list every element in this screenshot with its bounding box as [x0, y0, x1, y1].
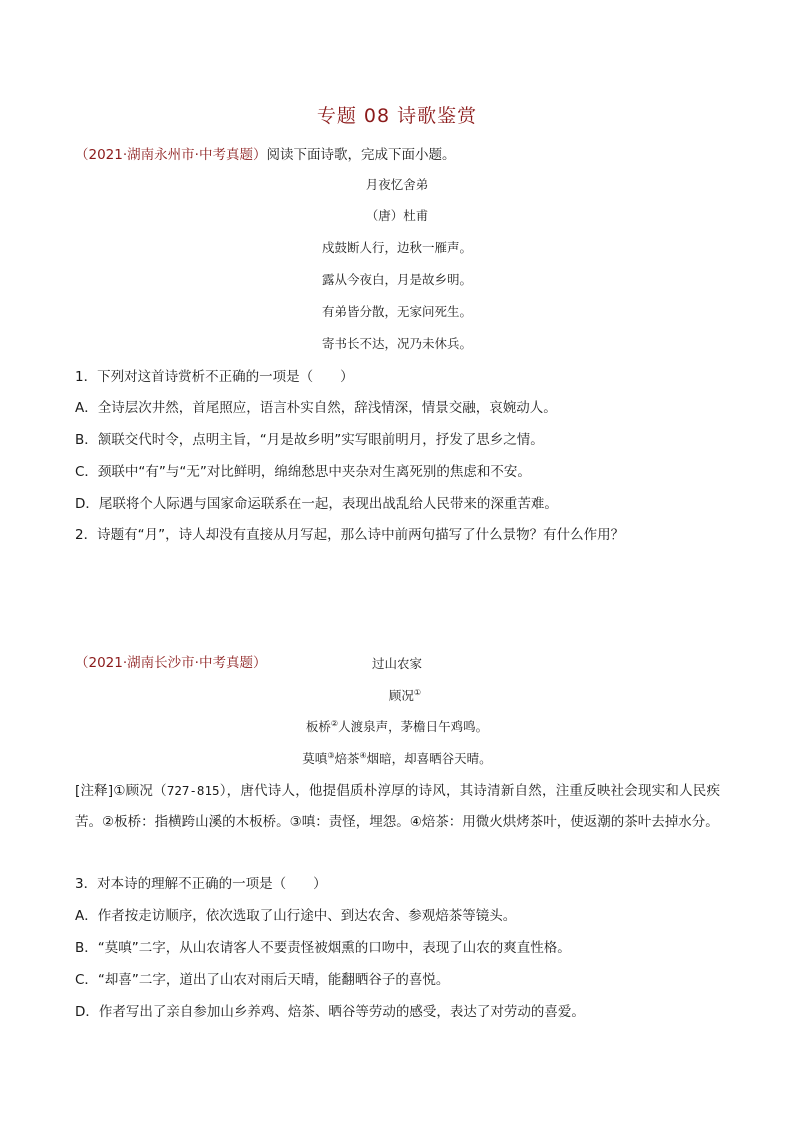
- poem2-author: [8, 684, 794, 705]
- q3-option-d: D．作者写出了亲自参加山乡养鸡、焙茶、晒谷等劳动的感受，表达了对劳动的喜爱。: [75, 1004, 585, 1020]
- poem1-line: 寄书长不达，况乃未休兵。: [321, 336, 472, 351]
- section1-source: （2021·湖南永州市·中考真题）: [75, 147, 267, 163]
- poem1-title: 月夜忆舍弟: [365, 177, 429, 192]
- question-3: 3．对本诗的理解不正确的一项是（ ）: [75, 876, 327, 892]
- note-years: 727-815: [166, 783, 220, 798]
- poem1-line: 戍鼓断人行，边秋一雁声。: [321, 240, 472, 255]
- poem2-author-name: 顾况: [388, 688, 414, 704]
- poem2-title: 过山农家: [371, 656, 422, 671]
- q1-option-c: C．颈联中“有”与“无”对比鲜明，绵绵愁思中夹杂对生离死别的焦虑和不安。: [75, 464, 531, 480]
- q1-option-d: D．尾联将个人际遇与国家命运联系在一起，表现出战乱给人民带来的深重苦难。: [75, 496, 558, 512]
- q3-option-c: C．“却喜”二字，道出了山农对雨后天晴，能翻晒谷子的喜悦。: [75, 972, 450, 988]
- footnote-marker: ②: [330, 719, 339, 728]
- question-2: 2．诗题有“月”，诗人却没有直接从月写起，那么诗中前两句描写了什么景物？有什么作用？: [75, 527, 625, 543]
- footnote-marker: ①: [413, 688, 422, 697]
- q3-option-b: B．“莫嗔”二字，从山农请客人不要责怪被烟熏的口吻中，表现了山农的爽直性格。: [75, 940, 571, 956]
- q1-option-a: A．全诗层次井然，首尾照应，语言朴实自然，辞浅情深，情景交融，哀婉动人。: [75, 400, 557, 416]
- poem1-line: 有弟皆分散，无家问死生。: [321, 304, 472, 319]
- q3-option-a: A．作者按走访顺序，依次选取了山行途中、到达农舍、参观焙茶等镜头。: [75, 908, 517, 924]
- poem2-line: 莫嗔③焙茶④烟暗，却喜晒谷天晴。: [302, 751, 492, 767]
- question-1: 1．下列对这首诗赏析不正确的一项是（ ）: [75, 369, 354, 385]
- poem2-line: 板桥②人渡泉声，茅檐日午鸡鸣。: [305, 719, 489, 735]
- footnote-marker: ③: [327, 751, 335, 760]
- q1-option-b: B．颔联交代时令，点明主旨，“月是故乡明”实写眼前明月，抒发了思乡之情。: [75, 432, 544, 448]
- poem1-line: 露从今夜白，月是故乡明。: [321, 272, 472, 287]
- footnote-marker: ④: [359, 751, 367, 760]
- poem2-notes: [注释]①顾况（727-815），唐代诗人，他提倡质朴淳厚的诗风，其诗清新自然，注重反映社会现实和人民疾苦。②板桥：指横跨山溪的木板桥。③嗔：责怪，埋怨。④焙茶：用微火烘烤茶叶，使返潮的茶叶去掉水分。: [75, 783, 720, 830]
- section2-source: （2021·湖南长沙市·中考真题）: [75, 655, 267, 671]
- page-title: 专题 08 诗歌鉴赏: [316, 105, 478, 127]
- section1-instruction: 阅读下面诗歌，完成下面小题。: [266, 147, 456, 163]
- poem1-author: （唐）杜甫: [365, 208, 429, 223]
- section1-header: [75, 145, 455, 165]
